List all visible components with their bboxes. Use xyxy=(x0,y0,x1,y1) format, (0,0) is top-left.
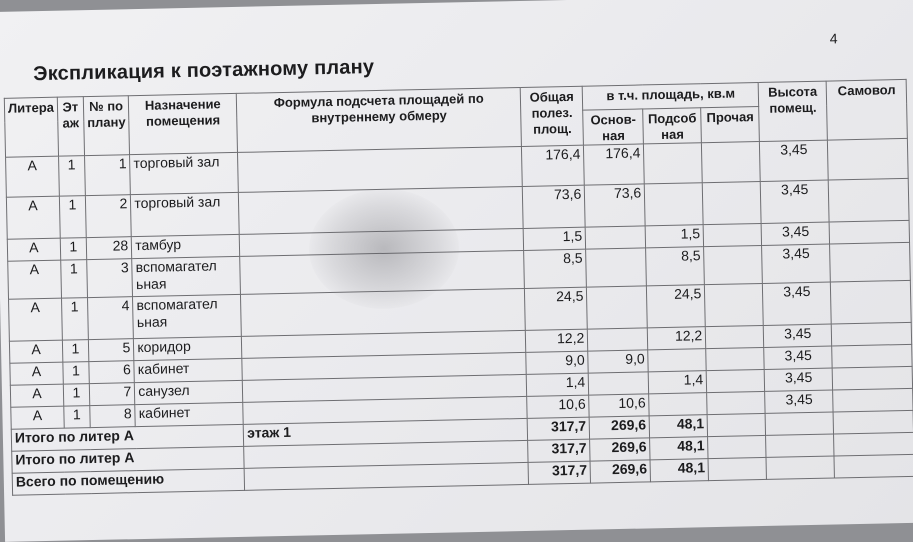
cell-unauthorized xyxy=(833,388,913,412)
cell-other xyxy=(703,181,762,224)
cell-aux xyxy=(644,143,703,184)
total-floor-note xyxy=(244,462,528,490)
header-total-area: Общая полез. площ. xyxy=(521,86,584,146)
header-purpose: Назначение помещения xyxy=(129,93,238,154)
cell-main: 10,6 xyxy=(589,394,649,417)
cell-floor: 1 xyxy=(61,260,88,299)
header-other: Прочая xyxy=(701,107,760,143)
total-label: Итого по литер А xyxy=(12,446,245,473)
cell-plan-no: 5 xyxy=(88,339,134,362)
header-incl-group: в т.ч. площадь, кв.м xyxy=(582,83,758,111)
cell-plan-no: 7 xyxy=(89,383,135,406)
cell-aux xyxy=(648,349,706,372)
cell-formula xyxy=(238,146,523,192)
grand-total-main: 269,6 xyxy=(590,460,650,483)
total-height xyxy=(765,412,833,435)
cell-other xyxy=(707,391,765,414)
total-height xyxy=(766,434,834,457)
cell-total: 10,6 xyxy=(527,395,589,418)
cell-room-name: вспомагател ьная xyxy=(132,256,241,296)
total-floor-note: этаж 1 xyxy=(244,418,528,446)
cell-room-name: коридор xyxy=(134,336,242,360)
cell-height: 3,45 xyxy=(764,324,832,347)
cell-unauthorized xyxy=(832,344,912,368)
cell-plan-no: 8 xyxy=(90,405,136,428)
cell-main xyxy=(586,248,647,287)
header-main: Основ- ная xyxy=(583,109,644,145)
cell-room-name: торговый зал xyxy=(130,152,239,194)
cell-room-name: тамбур xyxy=(132,234,240,258)
cell-unauthorized xyxy=(831,280,912,324)
header-litera: Литера xyxy=(4,97,58,157)
header-floor: Эт аж xyxy=(57,97,84,157)
cell-height: 3,45 xyxy=(760,140,829,181)
cell-main: 73,6 xyxy=(585,184,646,227)
cell-litera: А xyxy=(7,238,60,261)
cell-other xyxy=(702,141,761,182)
cell-height: 3,45 xyxy=(761,180,830,223)
cell-room-name: кабинет xyxy=(135,402,243,426)
total-other xyxy=(707,413,765,436)
cell-main xyxy=(585,226,645,249)
cell-height: 3,45 xyxy=(763,282,832,325)
total-area: 317,7 xyxy=(527,417,589,440)
cell-total: 176,4 xyxy=(522,145,585,186)
cell-litera: А xyxy=(6,156,60,197)
cell-room-name: вспомагател ьная xyxy=(133,294,242,338)
total-other xyxy=(708,457,766,480)
cell-formula xyxy=(239,186,524,234)
grand-total-aux: 48,1 xyxy=(650,459,708,482)
cell-room-name: кабинет xyxy=(134,358,242,382)
cell-litera: А xyxy=(9,340,62,363)
cell-litera: А xyxy=(10,362,63,385)
cell-floor: 1 xyxy=(63,384,89,407)
grand-total-label: Всего по помещению xyxy=(12,468,245,495)
cell-total: 9,0 xyxy=(526,351,588,374)
cell-total: 8,5 xyxy=(524,249,587,288)
cell-aux: 1,5 xyxy=(645,225,703,248)
total-area: 317,7 xyxy=(528,439,590,462)
total-main: 269,6 xyxy=(589,416,649,439)
cell-aux xyxy=(645,183,704,226)
header-unauthorized: Самовол xyxy=(826,79,907,140)
cell-plan-no: 4 xyxy=(87,297,133,340)
cell-plan-no: 28 xyxy=(86,237,132,260)
cell-total: 73,6 xyxy=(523,185,586,228)
cell-height: 3,45 xyxy=(762,244,831,283)
header-formula: Формула подсчета площадей по внутреннему обмеру xyxy=(237,87,522,152)
cell-other xyxy=(705,283,764,326)
cell-litera: А xyxy=(8,260,62,299)
cell-room-name: санузел xyxy=(135,380,243,404)
page-number: 4 xyxy=(829,30,838,47)
cell-floor: 1 xyxy=(59,196,86,239)
cell-plan-no: 3 xyxy=(87,259,133,298)
cell-floor: 1 xyxy=(64,406,90,429)
total-other xyxy=(708,435,766,458)
total-unauthorized xyxy=(833,410,913,434)
cell-total: 12,2 xyxy=(526,329,588,352)
header-height: Высота помещ. xyxy=(758,81,827,141)
cell-unauthorized xyxy=(828,138,909,180)
cell-other xyxy=(706,347,764,370)
cell-aux: 12,2 xyxy=(648,327,706,350)
cell-litera: А xyxy=(11,406,64,429)
cell-room-name: торговый зал xyxy=(131,192,240,236)
document-title: Экспликация к поэтажному плану xyxy=(33,56,375,86)
cell-other xyxy=(706,369,764,392)
cell-total: 1,4 xyxy=(527,373,589,396)
cell-unauthorized xyxy=(829,220,909,244)
cell-aux xyxy=(649,393,707,416)
cell-total: 24,5 xyxy=(525,287,588,330)
total-unauthorized xyxy=(834,454,913,478)
cell-unauthorized xyxy=(830,242,911,282)
cell-other xyxy=(703,223,761,246)
grand-total-area: 317,7 xyxy=(528,461,590,484)
cell-litera: А xyxy=(6,196,60,239)
cell-formula xyxy=(240,250,525,294)
header-plan-no: № по плану xyxy=(83,96,130,156)
total-label: Итого по литер А xyxy=(11,424,244,451)
cell-height: 3,45 xyxy=(764,346,832,369)
cell-height: 3,45 xyxy=(764,368,832,391)
total-aux: 48,1 xyxy=(650,437,708,460)
cell-total: 1,5 xyxy=(523,227,585,250)
explication-table xyxy=(4,79,913,496)
cell-height: 3,45 xyxy=(765,390,833,413)
cell-main: 176,4 xyxy=(584,144,645,185)
cell-plan-no: 2 xyxy=(85,195,131,238)
cell-unauthorized xyxy=(829,178,910,222)
cell-aux: 1,4 xyxy=(648,371,706,394)
cell-main xyxy=(588,328,648,351)
cell-plan-no: 6 xyxy=(89,361,135,384)
cell-aux: 8,5 xyxy=(646,247,705,286)
total-height xyxy=(766,456,834,479)
cell-main xyxy=(589,372,649,395)
cell-main: 9,0 xyxy=(588,350,648,373)
cell-floor: 1 xyxy=(58,156,85,197)
cell-floor: 1 xyxy=(62,340,88,363)
cell-plan-no: 1 xyxy=(84,155,130,196)
cell-litera: А xyxy=(9,298,63,341)
header-aux: Подсоб ная xyxy=(643,108,702,144)
cell-unauthorized xyxy=(832,366,912,390)
total-unauthorized xyxy=(834,432,913,456)
cell-main xyxy=(587,286,648,329)
cell-floor: 1 xyxy=(63,362,89,385)
cell-height: 3,45 xyxy=(761,222,829,245)
total-aux: 48,1 xyxy=(649,415,707,438)
cell-unauthorized xyxy=(832,322,912,346)
cell-other xyxy=(706,325,764,348)
cell-floor: 1 xyxy=(61,298,88,341)
cell-aux: 24,5 xyxy=(647,285,706,328)
cell-formula xyxy=(241,288,526,336)
cell-litera: А xyxy=(10,384,63,407)
total-main: 269,6 xyxy=(590,438,650,461)
cell-floor: 1 xyxy=(60,238,86,261)
cell-other xyxy=(704,245,763,284)
